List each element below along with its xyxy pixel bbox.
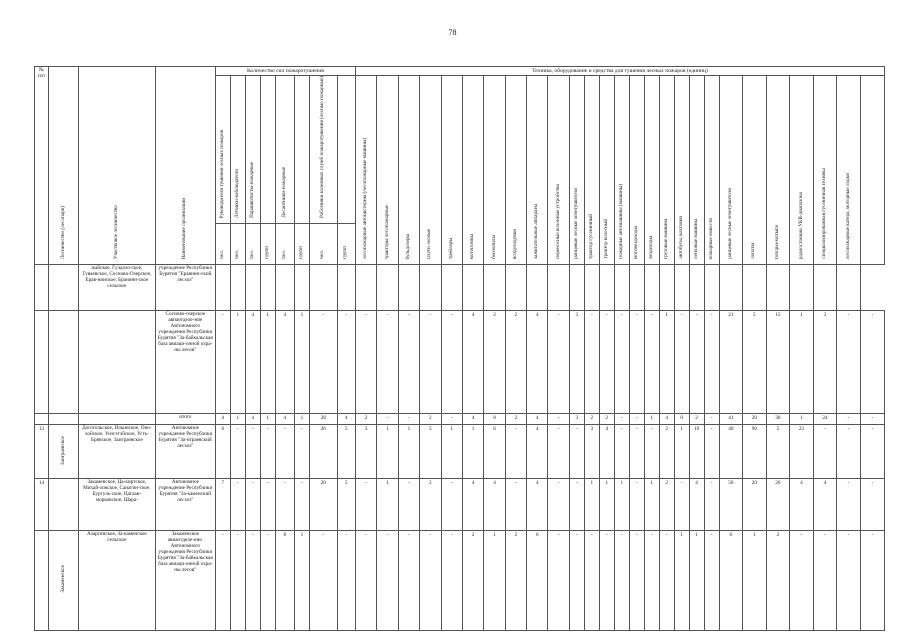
equip-col-header: бульдозеры [398, 76, 419, 265]
value-cell: - [548, 530, 569, 630]
equipment-group-header: Техника, оборудование и средства для тушения лесных пожаров (единиц) [355, 67, 884, 76]
row-district: жайское, Гулдозо-ское, Туваевское, Сосново-Озерское, Ерав-нинское, Бранинн-ское сельское [78, 264, 155, 310]
value-cell [629, 264, 644, 310]
value-cell: - [441, 530, 462, 630]
value-cell: - [704, 424, 719, 478]
value-cell: 1 [260, 413, 275, 424]
value-cell: 2 [420, 413, 441, 424]
value-cell: - [644, 530, 659, 630]
value-cell: 0 [674, 413, 689, 424]
value-cell: - [441, 310, 462, 413]
row-organization: Автономное учреждение Республики Бурятия "За-каменский лесхоз" [155, 478, 215, 530]
value-cell: - [377, 310, 398, 413]
equip-col-header: плуги лесные [420, 76, 441, 265]
row-organization: Автономное учреждение Республики Бурятия "За-играевский лесхоз" [155, 424, 215, 478]
value-cell [790, 264, 814, 310]
row-number [35, 264, 49, 310]
table-row [35, 424, 885, 478]
value-cell: - [398, 413, 419, 424]
value-cell: - [441, 413, 462, 424]
value-cell: 4 [484, 478, 505, 530]
value-cell [309, 264, 337, 310]
value-cell: - [860, 413, 884, 424]
equip-col-header: бензопилы [484, 76, 505, 265]
unit-label: групп [260, 223, 275, 264]
value-cell: 4 [689, 478, 704, 530]
value-cell: 4 [790, 478, 814, 530]
value-cell: - [569, 478, 584, 530]
value-cell: - [614, 310, 629, 413]
value-cell [704, 264, 719, 310]
equip-col-header: трактор колесный [599, 76, 614, 265]
value-cell: - [260, 424, 275, 478]
forest-fire-resources-table [34, 66, 885, 631]
value-cell: - [355, 530, 376, 630]
value-cell: 2 [355, 424, 376, 478]
equip-col-header: переносные колонные устройства [548, 76, 569, 265]
value-cell: 1 [674, 424, 689, 478]
value-cell: 4 [527, 413, 548, 424]
equip-col-header: лесопожарные автоцистерны (лесопожарные машины) [355, 76, 376, 265]
value-cell: 24 [813, 413, 837, 424]
value-cell: - [548, 478, 569, 530]
value-cell: - [813, 530, 837, 630]
value-cell: - [377, 413, 398, 424]
forces-col-header [260, 76, 275, 224]
value-cell: - [337, 530, 355, 630]
value-cell [377, 264, 398, 310]
value-cell: - [260, 530, 275, 630]
value-cell: 4 [527, 424, 548, 478]
value-cell: - [644, 424, 659, 478]
row-district: Догогольское, Ильинское, Оно-хойское, Унэгэтэйское, Усть-Брянское, Заиграевское [78, 424, 155, 478]
forces-col-header [294, 76, 309, 224]
col-district-header: Участковое лесничество [78, 67, 155, 265]
value-cell [294, 264, 309, 310]
value-cell: - [614, 413, 629, 424]
equip-col-header [860, 76, 884, 265]
page-number: 78 [448, 28, 457, 37]
equip-col-header: мотовездеходы [629, 76, 644, 265]
table-row-total [35, 413, 885, 424]
row-forestry [48, 413, 78, 424]
value-cell: 4 [462, 413, 483, 424]
value-cell: 8 [275, 530, 294, 630]
equip-col-header: специализированная гусеничная техника [813, 76, 837, 265]
value-cell: 1 [294, 413, 309, 424]
value-cell [837, 264, 861, 310]
value-cell [484, 264, 505, 310]
row-forestry: Закаменское [48, 530, 78, 630]
value-cell [527, 264, 548, 310]
equip-col-header: зажигательные аппараты [527, 76, 548, 265]
value-cell [245, 264, 260, 310]
value-cell: - [629, 413, 644, 424]
value-cell: 4 [215, 413, 230, 424]
value-cell: - [245, 424, 260, 478]
value-cell: - [614, 530, 629, 630]
value-cell: - [309, 530, 337, 630]
value-cell: 1 [790, 310, 814, 413]
value-cell: - [599, 310, 614, 413]
value-cell: 1 [790, 413, 814, 424]
value-cell: 1 [462, 424, 483, 478]
value-cell: - [420, 530, 441, 630]
value-cell: - [245, 530, 260, 630]
value-cell [743, 264, 767, 310]
forces-col-header: Работники наземных служб пожаротушения (лесные пожарные) [309, 76, 337, 224]
value-cell: - [860, 310, 884, 413]
value-cell: 2 [505, 413, 526, 424]
forces-col-header: Руководители тушения лесных пожаров [215, 76, 230, 224]
table-row [35, 264, 885, 310]
value-cell: - [275, 478, 294, 530]
value-cell: - [569, 424, 584, 478]
value-cell: - [377, 530, 398, 630]
value-cell: 1 [644, 413, 659, 424]
value-cell: 28 [309, 413, 337, 424]
equip-col-header: вездеходы [644, 76, 659, 265]
equip-col-header: автобусы, вахтовки [674, 76, 689, 265]
value-cell: - [659, 530, 674, 630]
forces-col-header: Летчики-наблюдатели [230, 76, 245, 224]
value-cell: 2 [420, 478, 441, 530]
value-cell: 1 [230, 310, 245, 413]
equip-col-header: воздуходувки [505, 76, 526, 265]
value-cell: 4 [462, 310, 483, 413]
value-cell: - [441, 478, 462, 530]
value-cell: 1 [484, 530, 505, 630]
value-cell [689, 264, 704, 310]
table-row [35, 310, 885, 413]
value-cell: 5 [743, 310, 767, 413]
value-cell [659, 264, 674, 310]
value-cell [505, 264, 526, 310]
value-cell: 2 [599, 413, 614, 424]
equip-col-header: ранцевые лесные огнетушители [569, 76, 584, 265]
value-cell: - [230, 478, 245, 530]
value-cell [569, 264, 584, 310]
equip-col-header: пожарные емкости [704, 76, 719, 265]
value-cell: 1 [614, 478, 629, 530]
forces-col-header: Десантники-пожарные [275, 76, 294, 224]
value-cell: 4 [245, 310, 260, 413]
equip-col-header: легковые машины [689, 76, 704, 265]
unit-label: чел. [245, 223, 260, 264]
value-cell: - [420, 310, 441, 413]
row-number [35, 413, 49, 424]
value-cell: - [704, 530, 719, 630]
value-cell: - [629, 424, 644, 478]
value-cell: 1 [377, 478, 398, 530]
value-cell: - [790, 530, 814, 630]
row-district: Закаменское, Ца-киртское, Михай-ловское, Санагин-ское, Бургуль-ское, Цагаан-морковское, Шара- [78, 478, 155, 530]
value-cell: 30 [766, 413, 790, 424]
value-cell: 1 [689, 530, 704, 630]
value-cell: - [860, 478, 884, 530]
col-number-header: № п/п [35, 67, 49, 265]
value-cell: 1 [260, 310, 275, 413]
value-cell: 4 [462, 478, 483, 530]
row-district [78, 413, 155, 424]
equip-col-header: пожарные автомашины (машины) [614, 76, 629, 265]
value-cell: - [294, 424, 309, 478]
value-cell: - [860, 530, 884, 630]
value-cell: - [837, 478, 861, 530]
value-cell: 5 [766, 424, 790, 478]
value-cell: 21 [719, 310, 743, 413]
value-cell: 1 [584, 478, 599, 530]
equip-col-header: ранцевые лесные огнетушители [719, 76, 743, 265]
value-cell: 5 [337, 424, 355, 478]
value-cell: - [704, 478, 719, 530]
equip-col-header: трактор гусеничный [584, 76, 599, 265]
value-cell: 5 [337, 478, 355, 530]
value-cell [230, 264, 245, 310]
value-cell: - [548, 424, 569, 478]
value-cell: - [275, 424, 294, 478]
value-cell [766, 264, 790, 310]
value-cell: 6 [484, 424, 505, 478]
value-cell: 2 [689, 413, 704, 424]
value-cell: 2 [505, 310, 526, 413]
value-cell: 1 [743, 530, 767, 630]
table-row [35, 478, 885, 530]
row-district: Азаргинское, За-каменское сельское [78, 530, 155, 630]
value-cell: 4 [527, 478, 548, 530]
value-cell: - [398, 530, 419, 630]
value-cell: 4 [659, 413, 674, 424]
value-cell: 50 [719, 478, 743, 530]
col-organization-header: Наименование организации [155, 67, 215, 265]
value-cell: - [260, 478, 275, 530]
value-cell [674, 264, 689, 310]
equip-col-header: мотопомпы [462, 76, 483, 265]
value-cell [548, 264, 569, 310]
value-cell: - [584, 310, 599, 413]
value-cell [337, 264, 355, 310]
row-organization: Сосново-озерское авиаотделе-ние Автономного учреждения Республики Бурятия "За-байкальская база авиаци-онной охра-ны лесов" [155, 310, 215, 413]
value-cell: - [837, 424, 861, 478]
value-cell [813, 264, 837, 310]
equip-col-header: лесопожарные катера, моторные лодки [837, 76, 861, 265]
value-cell: 20 [309, 478, 337, 530]
unit-label: чел. [215, 223, 230, 264]
equip-col-header: топоры-мотыги [766, 76, 790, 265]
value-cell: 4 [599, 424, 614, 478]
value-cell: - [629, 478, 644, 530]
forces-col-header [337, 76, 355, 224]
value-cell: 4 [813, 478, 837, 530]
value-cell: - [355, 310, 376, 413]
forces-group-header: Количество сил пожаротушения [215, 67, 355, 76]
value-cell: 2 [355, 413, 376, 424]
row-forestry [48, 310, 78, 413]
equip-col-header: трейлеры [441, 76, 462, 265]
value-cell [355, 264, 376, 310]
unit-label: групп [337, 223, 355, 264]
value-cell: 2 [659, 478, 674, 530]
value-cell: - [398, 310, 419, 413]
value-cell: 4 [245, 413, 260, 424]
value-cell: 3 [813, 310, 837, 413]
unit-label: чел. [309, 223, 337, 264]
value-cell: 20 [743, 478, 767, 530]
row-forestry [48, 264, 78, 310]
value-cell: - [860, 424, 884, 478]
table-row [35, 530, 885, 630]
value-cell [215, 264, 230, 310]
value-cell: 1 [377, 424, 398, 478]
value-cell: - [355, 478, 376, 530]
row-number [35, 310, 49, 413]
unit-label: чел. [230, 223, 245, 264]
value-cell: 1 [674, 530, 689, 630]
value-cell: 2 [659, 424, 674, 478]
equip-col-header: грузовые машины [659, 76, 674, 265]
value-cell: 2 [505, 530, 526, 630]
value-cell [599, 264, 614, 310]
unit-label: чел. [275, 223, 294, 264]
value-cell: 4 [275, 310, 294, 413]
value-cell: 1 [441, 424, 462, 478]
value-cell: - [215, 530, 230, 630]
value-cell: - [629, 310, 644, 413]
header-row-1 [35, 67, 885, 76]
row-number: 14 [35, 478, 49, 530]
value-cell: - [337, 310, 355, 413]
value-cell: 8 [484, 413, 505, 424]
value-cell [614, 264, 629, 310]
value-cell: - [689, 310, 704, 413]
value-cell: 3 [569, 310, 584, 413]
value-cell: - [674, 310, 689, 413]
value-cell [441, 264, 462, 310]
value-cell: - [599, 530, 614, 630]
value-cell: - [674, 478, 689, 530]
value-cell: - [813, 424, 837, 478]
value-cell: 2 [484, 310, 505, 413]
value-cell: 2 [462, 530, 483, 630]
value-cell: - [505, 424, 526, 478]
value-cell: - [837, 413, 861, 424]
value-cell: 20 [743, 413, 767, 424]
value-cell [260, 264, 275, 310]
value-cell: 3 [569, 413, 584, 424]
value-cell: - [245, 478, 260, 530]
value-cell: 10 [689, 424, 704, 478]
equip-col-header: тракторы лесопожарные [377, 76, 398, 265]
value-cell [584, 264, 599, 310]
value-cell: - [584, 530, 599, 630]
row-forestry: Заиграевское [48, 424, 78, 478]
value-cell: 6 [215, 424, 230, 478]
value-cell: 40 [719, 424, 743, 478]
value-cell: - [837, 530, 861, 630]
row-organization: Закаменское авиаотделе-ние. Автономного учреждения Республики Бурятия "За-байкальская база авиаци-онной охра-ны лесов" [155, 530, 215, 630]
value-cell: 2 [584, 413, 599, 424]
row-district [78, 310, 155, 413]
value-cell: - [548, 413, 569, 424]
value-cell: 15 [766, 310, 790, 413]
forces-col-header: Парашютисты-пожарные [245, 76, 260, 224]
row-organization: учреждение Республики Бурятия "Еравнин-ский лесхоз" [155, 264, 215, 310]
row-number [35, 530, 49, 630]
value-cell [398, 264, 419, 310]
value-cell: 5 [420, 424, 441, 478]
value-cell: 20 [766, 478, 790, 530]
value-cell: 2 [766, 530, 790, 630]
value-cell: 90 [743, 424, 767, 478]
value-cell: 6 [719, 530, 743, 630]
value-cell: - [215, 310, 230, 413]
value-cell: 3 [584, 424, 599, 478]
row-forestry [48, 478, 78, 530]
value-cell: - [294, 478, 309, 530]
col-forestry-header: Лесничество (лесопарк) [48, 67, 78, 265]
row-organization: итого [155, 413, 215, 424]
value-cell: 4 [275, 413, 294, 424]
equip-col-header: лопаты [743, 76, 767, 265]
equip-col-header: радиостанции УКВ-диапазона [790, 76, 814, 265]
value-cell: - [837, 310, 861, 413]
value-cell: - [309, 310, 337, 413]
value-cell: - [644, 310, 659, 413]
value-cell: - [704, 310, 719, 413]
value-cell: - [629, 530, 644, 630]
value-cell: 1 [659, 310, 674, 413]
value-cell: 1 [294, 530, 309, 630]
value-cell: - [230, 530, 245, 630]
value-cell [644, 264, 659, 310]
row-number: 13 [35, 424, 49, 478]
value-cell [719, 264, 743, 310]
value-cell: - [230, 424, 245, 478]
value-cell [275, 264, 294, 310]
value-cell: - [704, 413, 719, 424]
value-cell: - [614, 424, 629, 478]
value-cell: 7 [215, 478, 230, 530]
value-cell: 1 [294, 310, 309, 413]
value-cell: 4 [337, 413, 355, 424]
value-cell: 41 [719, 413, 743, 424]
value-cell: 1 [599, 478, 614, 530]
value-cell: - [548, 310, 569, 413]
value-cell: 23 [790, 424, 814, 478]
value-cell [462, 264, 483, 310]
value-cell: 1 [398, 424, 419, 478]
value-cell: 26 [309, 424, 337, 478]
unit-label: групп [294, 223, 309, 264]
value-cell: 1 [644, 478, 659, 530]
value-cell [420, 264, 441, 310]
value-cell: - [569, 530, 584, 630]
value-cell: - [398, 478, 419, 530]
value-cell: 6 [527, 530, 548, 630]
value-cell: 1 [230, 413, 245, 424]
value-cell: 4 [527, 310, 548, 413]
value-cell: - [505, 478, 526, 530]
